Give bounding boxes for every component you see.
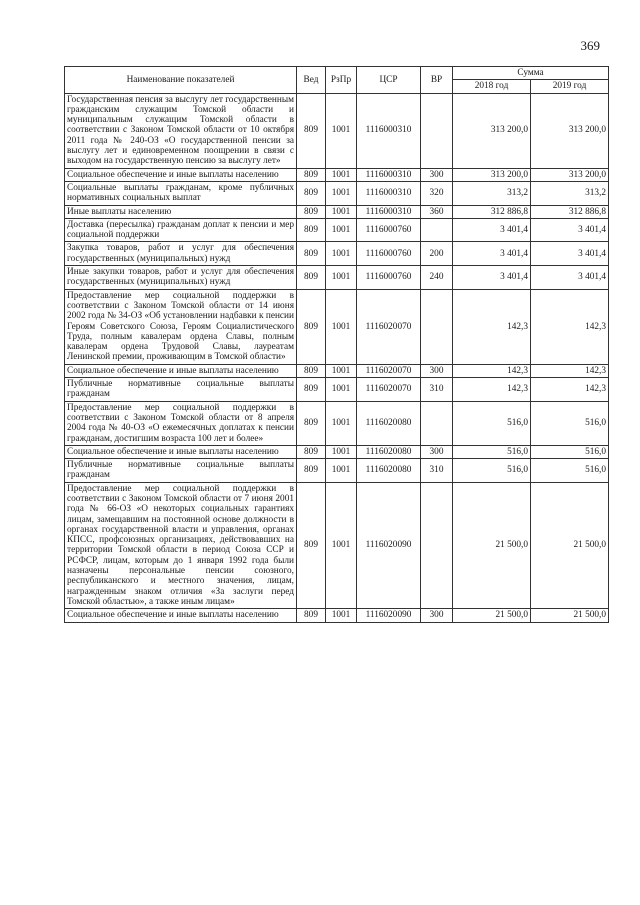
cell-vr bbox=[421, 401, 453, 445]
cell-name: Социальное обеспечение и иные выплаты населению bbox=[65, 364, 297, 377]
cell-sum-2019: 142,3 bbox=[531, 364, 609, 377]
cell-vr: 310 bbox=[421, 459, 453, 483]
cell-ved: 809 bbox=[297, 93, 326, 168]
table-row bbox=[65, 181, 609, 205]
cell-name: Публичные нормативные социальные выплаты гражданам bbox=[65, 459, 297, 483]
cell-sum-2019: 313,2 bbox=[531, 181, 609, 205]
table-row bbox=[65, 218, 609, 242]
cell-rzpr: 1001 bbox=[326, 364, 357, 377]
cell-sum-2019: 3 401,4 bbox=[531, 242, 609, 266]
cell-ved: 809 bbox=[297, 218, 326, 242]
cell-csr: 1116000310 bbox=[357, 168, 421, 181]
header-vr: ВР bbox=[421, 67, 453, 94]
cell-name: Государственная пенсия за выслугу лет государственным гражданским служащим Томской области и муниципальным служащим Томской области в соответствии с Законом Томской области от 10 октября 2011 года № 240-ОЗ «О государственной пенсии за выслугу лет и единовременном поощрении в связи с выходом на государственную пенсию за выслугу лет» bbox=[65, 93, 297, 168]
header-sum: Сумма bbox=[453, 67, 609, 80]
cell-rzpr: 1001 bbox=[326, 205, 357, 218]
cell-csr: 1116000310 bbox=[357, 205, 421, 218]
cell-ved: 809 bbox=[297, 168, 326, 181]
cell-csr: 1116000760 bbox=[357, 242, 421, 266]
cell-sum-2019: 312 886,8 bbox=[531, 205, 609, 218]
cell-rzpr: 1001 bbox=[326, 445, 357, 458]
cell-rzpr: 1001 bbox=[326, 93, 357, 168]
cell-sum-2019: 142,3 bbox=[531, 289, 609, 364]
cell-rzpr: 1001 bbox=[326, 218, 357, 242]
header-ved: Вед bbox=[297, 67, 326, 94]
cell-csr: 1116020080 bbox=[357, 401, 421, 445]
cell-vr: 310 bbox=[421, 378, 453, 402]
cell-ved: 809 bbox=[297, 482, 326, 609]
cell-csr: 1116000310 bbox=[357, 93, 421, 168]
cell-rzpr: 1001 bbox=[326, 482, 357, 609]
cell-sum-2019: 313 200,0 bbox=[531, 93, 609, 168]
cell-sum-2018: 21 500,0 bbox=[453, 609, 531, 622]
cell-csr: 1116000760 bbox=[357, 266, 421, 290]
cell-sum-2018: 3 401,4 bbox=[453, 242, 531, 266]
cell-ved: 809 bbox=[297, 289, 326, 364]
table-row bbox=[65, 459, 609, 483]
cell-csr: 1116020090 bbox=[357, 482, 421, 609]
cell-vr bbox=[421, 93, 453, 168]
cell-sum-2019: 313 200,0 bbox=[531, 168, 609, 181]
cell-sum-2019: 516,0 bbox=[531, 459, 609, 483]
cell-sum-2019: 21 500,0 bbox=[531, 482, 609, 609]
cell-ved: 809 bbox=[297, 401, 326, 445]
cell-name: Иные выплаты населению bbox=[65, 205, 297, 218]
cell-sum-2018: 142,3 bbox=[453, 289, 531, 364]
cell-sum-2018: 3 401,4 bbox=[453, 218, 531, 242]
cell-name: Предоставление мер социальной поддержки в соответствии с Законом Томской области от 8 апреля 2004 года № 40-ОЗ «О ежемесячных доплатах к пенсии гражданам, достигшим возраста 100 лет и более» bbox=[65, 401, 297, 445]
cell-csr: 1116020090 bbox=[357, 609, 421, 622]
table-header bbox=[65, 67, 609, 94]
cell-sum-2018: 313 200,0 bbox=[453, 168, 531, 181]
cell-ved: 809 bbox=[297, 181, 326, 205]
cell-rzpr: 1001 bbox=[326, 289, 357, 364]
cell-csr: 1116020070 bbox=[357, 378, 421, 402]
cell-sum-2019: 516,0 bbox=[531, 445, 609, 458]
cell-csr: 1116020070 bbox=[357, 289, 421, 364]
table-row bbox=[65, 482, 609, 609]
cell-sum-2019: 3 401,4 bbox=[531, 218, 609, 242]
table-row bbox=[65, 93, 609, 168]
cell-ved: 809 bbox=[297, 459, 326, 483]
table-row bbox=[65, 289, 609, 364]
cell-csr: 1116020080 bbox=[357, 445, 421, 458]
cell-vr: 300 bbox=[421, 445, 453, 458]
budget-table bbox=[64, 66, 609, 623]
cell-vr: 200 bbox=[421, 242, 453, 266]
cell-ved: 809 bbox=[297, 266, 326, 290]
table-row bbox=[65, 401, 609, 445]
cell-sum-2018: 313,2 bbox=[453, 181, 531, 205]
cell-vr: 300 bbox=[421, 609, 453, 622]
cell-sum-2018: 516,0 bbox=[453, 459, 531, 483]
table-row bbox=[65, 609, 609, 622]
cell-sum-2018: 312 886,8 bbox=[453, 205, 531, 218]
table-row bbox=[65, 266, 609, 290]
cell-vr bbox=[421, 218, 453, 242]
cell-vr bbox=[421, 289, 453, 364]
cell-rzpr: 1001 bbox=[326, 266, 357, 290]
cell-csr: 1116000760 bbox=[357, 218, 421, 242]
table-body bbox=[65, 93, 609, 622]
cell-rzpr: 1001 bbox=[326, 242, 357, 266]
cell-rzpr: 1001 bbox=[326, 168, 357, 181]
cell-sum-2018: 21 500,0 bbox=[453, 482, 531, 609]
cell-sum-2019: 21 500,0 bbox=[531, 609, 609, 622]
cell-sum-2019: 3 401,4 bbox=[531, 266, 609, 290]
cell-rzpr: 1001 bbox=[326, 609, 357, 622]
cell-sum-2018: 516,0 bbox=[453, 445, 531, 458]
cell-ved: 809 bbox=[297, 205, 326, 218]
cell-rzpr: 1001 bbox=[326, 401, 357, 445]
table-row bbox=[65, 168, 609, 181]
cell-name: Публичные нормативные социальные выплаты гражданам bbox=[65, 378, 297, 402]
header-name: Наименование показателей bbox=[65, 67, 297, 94]
cell-name: Социальное обеспечение и иные выплаты населению bbox=[65, 168, 297, 181]
table-row bbox=[65, 364, 609, 377]
cell-ved: 809 bbox=[297, 445, 326, 458]
cell-rzpr: 1001 bbox=[326, 378, 357, 402]
header-year-2018: 2018 год bbox=[453, 80, 531, 93]
cell-csr: 1116000310 bbox=[357, 181, 421, 205]
table-row bbox=[65, 445, 609, 458]
cell-vr: 300 bbox=[421, 168, 453, 181]
cell-vr: 300 bbox=[421, 364, 453, 377]
cell-ved: 809 bbox=[297, 378, 326, 402]
cell-name: Социальное обеспечение и иные выплаты населению bbox=[65, 445, 297, 458]
cell-sum-2018: 516,0 bbox=[453, 401, 531, 445]
cell-sum-2018: 142,3 bbox=[453, 364, 531, 377]
cell-csr: 1116020070 bbox=[357, 364, 421, 377]
table-row bbox=[65, 242, 609, 266]
cell-rzpr: 1001 bbox=[326, 181, 357, 205]
header-csr: ЦСР bbox=[357, 67, 421, 94]
cell-sum-2018: 3 401,4 bbox=[453, 266, 531, 290]
cell-name: Закупка товаров, работ и услуг для обеспечения государственных (муниципальных) нужд bbox=[65, 242, 297, 266]
cell-csr: 1116020080 bbox=[357, 459, 421, 483]
header-year-2019: 2019 год bbox=[531, 80, 609, 93]
cell-name: Предоставление мер социальной поддержки в соответствии с Законом Томской области от 7 июня 2001 года № 66-ОЗ «О некоторых социальных гарантиях лицам, замещавшим на постоянной основе должности в органах государственной власти и управления, органах КПСС, профсоюзных организациях, действовавших на территории Томской области в период Союза ССР и РСФСР, лицам, которым до 1 января 1992 года были назначены персональные пенсии союзного, республиканского и местного значения, лицам, награжденным знаком отличия «За заслуги перед Томской областью», а также иным лицам» bbox=[65, 482, 297, 609]
table-row bbox=[65, 205, 609, 218]
cell-vr: 240 bbox=[421, 266, 453, 290]
cell-name: Доставка (пересылка) гражданам доплат к пенсии и мер социальной поддержки bbox=[65, 218, 297, 242]
cell-ved: 809 bbox=[297, 242, 326, 266]
header-rzpr: РзПр bbox=[326, 67, 357, 94]
cell-rzpr: 1001 bbox=[326, 459, 357, 483]
cell-name: Социальное обеспечение и иные выплаты населению bbox=[65, 609, 297, 622]
cell-vr bbox=[421, 482, 453, 609]
cell-sum-2018: 313 200,0 bbox=[453, 93, 531, 168]
cell-sum-2018: 142,3 bbox=[453, 378, 531, 402]
cell-ved: 809 bbox=[297, 609, 326, 622]
cell-sum-2019: 142,3 bbox=[531, 378, 609, 402]
cell-name: Иные закупки товаров, работ и услуг для обеспечения государственных (муниципальных) нужд bbox=[65, 266, 297, 290]
page-number: 369 bbox=[580, 38, 600, 53]
cell-vr: 360 bbox=[421, 205, 453, 218]
cell-name: Предоставление мер социальной поддержки в соответствии с Законом Томской области от 14 июня 2002 года № 34-ОЗ «Об установлении надбавки к пенсии Героям Советского Союза, Героям Социалистического Труда, полным кавалерам ордена Славы, полным кавалерам ордена Трудовой Славы, лауреатам Ленинской премии, проживающим в Томской области» bbox=[65, 289, 297, 364]
table-row bbox=[65, 378, 609, 402]
cell-sum-2019: 516,0 bbox=[531, 401, 609, 445]
cell-vr: 320 bbox=[421, 181, 453, 205]
cell-ved: 809 bbox=[297, 364, 326, 377]
cell-name: Социальные выплаты гражданам, кроме публичных нормативных социальных выплат bbox=[65, 181, 297, 205]
